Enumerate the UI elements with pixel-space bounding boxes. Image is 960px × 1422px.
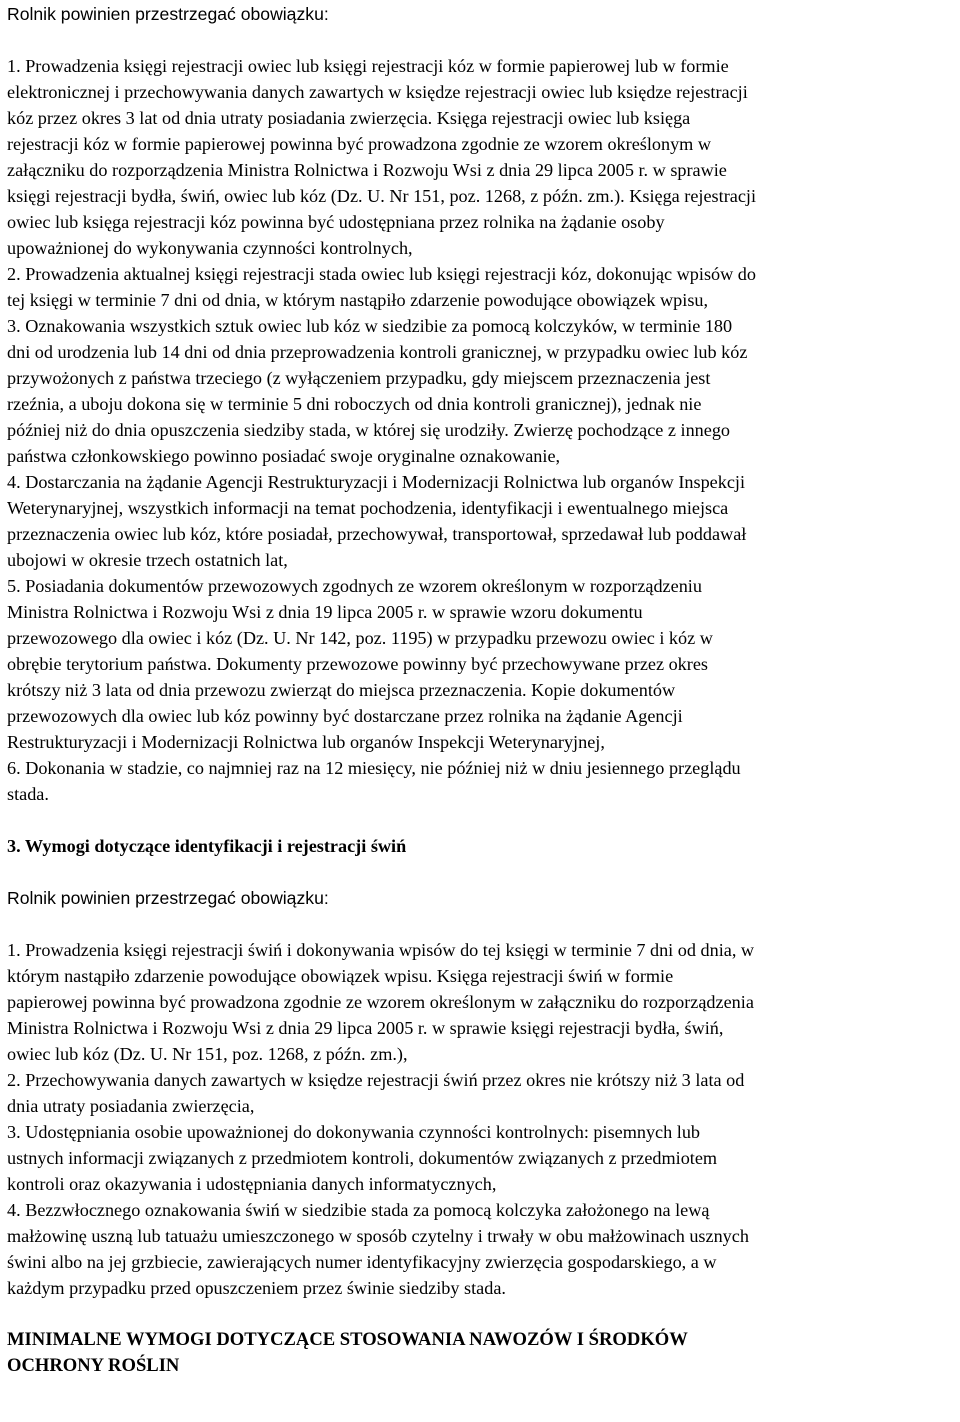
text-line: stada. [7, 784, 49, 804]
text-line: obrębie terytorium państwa. Dokumenty przewozowe powinny być przechowywane przez okres [7, 654, 708, 674]
blank-line [7, 911, 957, 937]
text-line: ubojowi w okresie trzech ostatnich lat, [7, 550, 288, 570]
text-line: 4. Bezzwłocznego oznakowania świń w siedzibie stada za pomocą kolczyka założonego na lewą [7, 1200, 710, 1220]
document-page [7, 1, 957, 1379]
main-heading: OCHRONY ROŚLIN [7, 1355, 180, 1376]
text-line: rzeźnia, a uboju dokona się w terminie 5 dni roboczych od dnia kontroli granicznej), jednak nie [7, 394, 702, 414]
blank-line [7, 27, 957, 53]
blank-line [7, 807, 957, 833]
text-line: przewozowego dla owiec i kóz (Dz. U. Nr 142, poz. 1195) w przypadku przewozu owiec i kóz w [7, 628, 713, 648]
text-line: 3. Udostępniania osobie upoważnionej do dokonywania czynności kontrolnych: pisemnych lub [7, 1122, 701, 1142]
text-line: krótszy niż 3 lata od dnia przewozu zwierząt do miejsca przeznaczenia. Kopie dokumentów [7, 680, 676, 700]
text-line: dnia utraty posiadania zwierzęcia, [7, 1096, 255, 1116]
text-line: papierowej powinna być prowadzona zgodnie ze wzorem określonym w załączniku do rozporządzenia [7, 992, 754, 1012]
text-line: 1. Prowadzenia księgi rejestracji świń i dokonywania wpisów do tej księgi w terminie 7 dni od dnia, w [7, 940, 755, 960]
text-line: owiec lub księga rejestracji kóz powinna być udostępniana przez rolnika na żądanie osoby [7, 212, 665, 232]
text-line: 3. Oznakowania wszystkich sztuk owiec lub kóz w siedzibie za pomocą kolczyków, w terminie 180 [7, 316, 733, 336]
text-line: 2. Przechowywania danych zawartych w księdze rejestracji świń przez okres nie krótszy niż 3 lata od [7, 1070, 745, 1090]
text-line: załączniku do rozporządzenia Ministra Rolnictwa i Rozwoju Wsi z dnia 29 lipca 2005 r. w sprawie [7, 160, 727, 180]
text-line: państwa członkowskiego powinno posiadać swoje oryginalne oznakowanie, [7, 446, 561, 466]
text-line: przywożonych z państwa trzeciego (z wyłączeniem przypadku, gdy miejscem przeznaczenia jest [7, 368, 711, 388]
text-line: 6. Dokonania w stadzie, co najmniej raz na 12 miesięcy, nie później niż w dniu jesiennego przeglądu [7, 758, 741, 778]
text-line: świni albo na jej grzbiecie, zawierających numer identyfikacyjny zwierzęcia gospodarskiego, a w [7, 1252, 717, 1272]
blank-line [7, 859, 957, 885]
text-line: 2. Prowadzenia aktualnej księgi rejestracji stada owiec lub księgi rejestracji kóz, dokonując wpisów do [7, 264, 756, 284]
text-line: kontroli oraz okazywania i udostępniania danych informatycznych, [7, 1174, 497, 1194]
text-line: Ministra Rolnictwa i Rozwoju Wsi z dnia 19 lipca 2005 r. w sprawie wzoru dokumentu [7, 602, 643, 622]
text-line: każdym przypadku przed opuszczeniem przez świnie siedziby stada. [7, 1278, 506, 1298]
text-line: przewozowych dla owiec lub kóz powinny być dostarczane przez rolnika na żądanie Agencji [7, 706, 683, 726]
text-line: później niż do dnia opuszczenia siedziby stada, w której się urodziły. Zwierzę pochodzące z innego [7, 420, 731, 440]
intro-line: Rolnik powinien przestrzegać obowiązku: [7, 4, 329, 24]
text-line: ustnych informacji związanych z przedmiotem kontroli, dokumentów związanych z przedmiotem [7, 1148, 718, 1168]
text-line: przeznaczenia owiec lub kóz, które posiadał, przechowywał, transportował, sprzedawał lub poddawał [7, 524, 747, 544]
text-line: księgi rejestracji bydła, świń, owiec lub kóz (Dz. U. Nr 151, poz. 1268, z późn. zm.). Księga rejestracji [7, 186, 756, 206]
text-line: małżowinę uszną lub tatuażu umieszczonego w sposób czytelny i trwały w obu małżowinach usznych [7, 1226, 749, 1246]
text-line: kóz przez okres 3 lat od dnia utraty posiadania zwierzęcia. Księga rejestracji owiec lub księga [7, 108, 691, 128]
text-line: elektronicznej i przechowywania danych zawartych w księdze rejestracji owiec lub księdze rejestracji [7, 82, 748, 102]
text-line: 4. Dostarczania na żądanie Agencji Restrukturyzacji i Modernizacji Rolnictwa lub organów Inspekcji [7, 472, 746, 492]
text-line: tej księgi w terminie 7 dni od dnia, w którym nastąpiło zdarzenie powodujące obowiązek wpisu, [7, 290, 709, 310]
text-line: 5. Posiadania dokumentów przewozowych zgodnych ze wzorem określonym w rozporządzeniu [7, 576, 702, 596]
intro-line: Rolnik powinien przestrzegać obowiązku: [7, 888, 329, 908]
text-line: owiec lub kóz (Dz. U. Nr 151, poz. 1268, z późn. zm.), [7, 1044, 408, 1064]
blank-line [7, 1301, 957, 1327]
text-line: 1. Prowadzenia księgi rejestracji owiec lub księgi rejestracji kóz w formie papierowej lub w formie [7, 56, 729, 76]
section-heading: 3. Wymogi dotyczące identyfikacji i rejestracji świń [7, 836, 407, 856]
text-line: którym nastąpiło zdarzenie powodujące obowiązek wpisu. Księga rejestracji świń w formie [7, 966, 674, 986]
text-line: upoważnionej do wykonywania czynności kontrolnych, [7, 238, 413, 258]
text-line: Restrukturyzacji i Modernizacji Rolnictwa lub organów Inspekcji Weterynaryjnej, [7, 732, 605, 752]
main-heading: MINIMALNE WYMOGI DOTYCZĄCE STOSOWANIA NAWOZÓW I ŚRODKÓW [7, 1329, 688, 1350]
text-line: Ministra Rolnictwa i Rozwoju Wsi z dnia 29 lipca 2005 r. w sprawie księgi rejestracji bydła, świń, [7, 1018, 724, 1038]
text-line: dni od urodzenia lub 14 dni od dnia przeprowadzenia kontroli granicznej, w przypadku owiec lub kóz [7, 342, 748, 362]
text-line: Weterynaryjnej, wszystkich informacji na temat pochodzenia, identyfikacji i ewentualnego miejsca [7, 498, 729, 518]
text-line: rejestracji kóz w formie papierowej powinna być prowadzona zgodnie ze wzorem określonym w [7, 134, 712, 154]
